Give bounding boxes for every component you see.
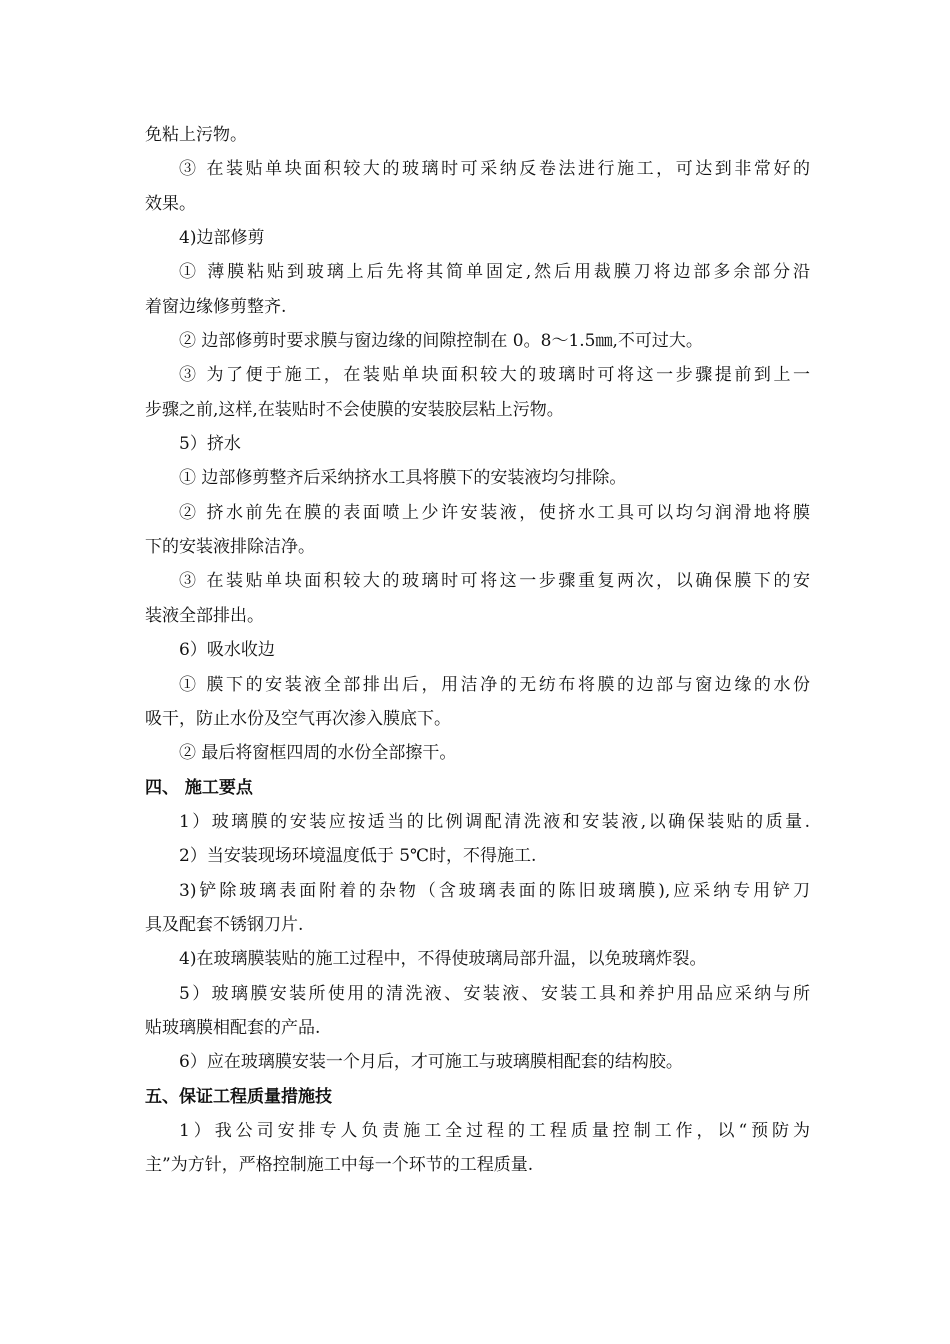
text-line: 装液全部排出。	[145, 605, 264, 626]
text-line: 免粘上污物。	[145, 125, 247, 145]
text-line: 贴玻璃膜相配套的产品.	[145, 1017, 321, 1038]
text-line: 2）当安装现场环境温度低于 5℃时，不得施工.	[179, 846, 537, 867]
text-line: 主”为方针，严格控制施工中每一个环节的工程质量.	[145, 1155, 534, 1176]
text-line: ② 边部修剪时要求膜与窗边缘的间隙控制在 0。8～1.5㎜,不可过大。	[179, 331, 703, 352]
text-line: ① 膜下的安装液全部排出后，用洁净的无纺布将膜的边部与窗边缘的水份	[179, 674, 810, 695]
text-line: 效果。	[145, 193, 196, 214]
text-line: 具及配套不锈钢刀片.	[145, 914, 304, 935]
text-line: ③ 为了便于施工，在装贴单块面积较大的玻璃时可将这一步骤提前到上一	[179, 365, 810, 386]
text-line: 着窗边缘修剪整齐.	[145, 296, 287, 317]
text-line: ③ 在装贴单块面积较大的玻璃时可采纳反卷法进行施工，可达到非常好的	[179, 159, 810, 180]
text-line: 1）我公司安排专人负责施工全过程的工程质量控制工作，以“预防为	[179, 1120, 810, 1141]
text-line: ① 薄膜粘贴到玻璃上后先将其简单固定,然后用裁膜刀将边部多余部分沿	[179, 262, 810, 283]
text-line: ③ 在装贴单块面积较大的玻璃时可将这一步骤重复两次，以确保膜下的安	[179, 571, 810, 592]
subheading: 4)边部修剪	[179, 228, 265, 249]
subheading: 6）吸水收边	[179, 640, 275, 661]
section-heading: 四、 施工要点	[145, 777, 253, 798]
text-line: 步骤之前,这样,在装贴时不会使膜的安装胶层粘上污物。	[145, 399, 564, 420]
section-heading: 五、保证工程质量措施技	[145, 1086, 332, 1107]
text-line: 6）应在玻璃膜安装一个月后，才可施工与玻璃膜相配套的结构胶。	[179, 1052, 683, 1073]
text-line: ② 最后将窗框四周的水份全部擦干。	[179, 743, 457, 764]
text-line: 4)在玻璃膜装贴的施工过程中，不得使玻璃局部升温，以免玻璃炸裂。	[179, 949, 707, 970]
text-line: 吸干，防止水份及空气再次渗入膜底下。	[145, 708, 451, 729]
text-line: 5）玻璃膜安装所使用的清洗液、安装液、安装工具和养护用品应采纳与所	[179, 983, 810, 1004]
text-line: ② 挤水前先在膜的表面喷上少许安装液，使挤水工具可以均匀润滑地将膜	[179, 502, 810, 523]
text-line: 下的安装液排除洁净。	[145, 537, 315, 558]
subheading: 5）挤水	[179, 434, 241, 455]
text-line: ① 边部修剪整齐后采纳挤水工具将膜下的安装液均匀排除。	[179, 468, 627, 489]
text-line: 1）玻璃膜的安装应按适当的比例调配清洗液和安装液,以确保装贴的质量.	[179, 811, 810, 832]
text-line: 3)铲除玻璃表面附着的杂物（含玻璃表面的陈旧玻璃膜),应采纳专用铲刀	[179, 880, 810, 901]
